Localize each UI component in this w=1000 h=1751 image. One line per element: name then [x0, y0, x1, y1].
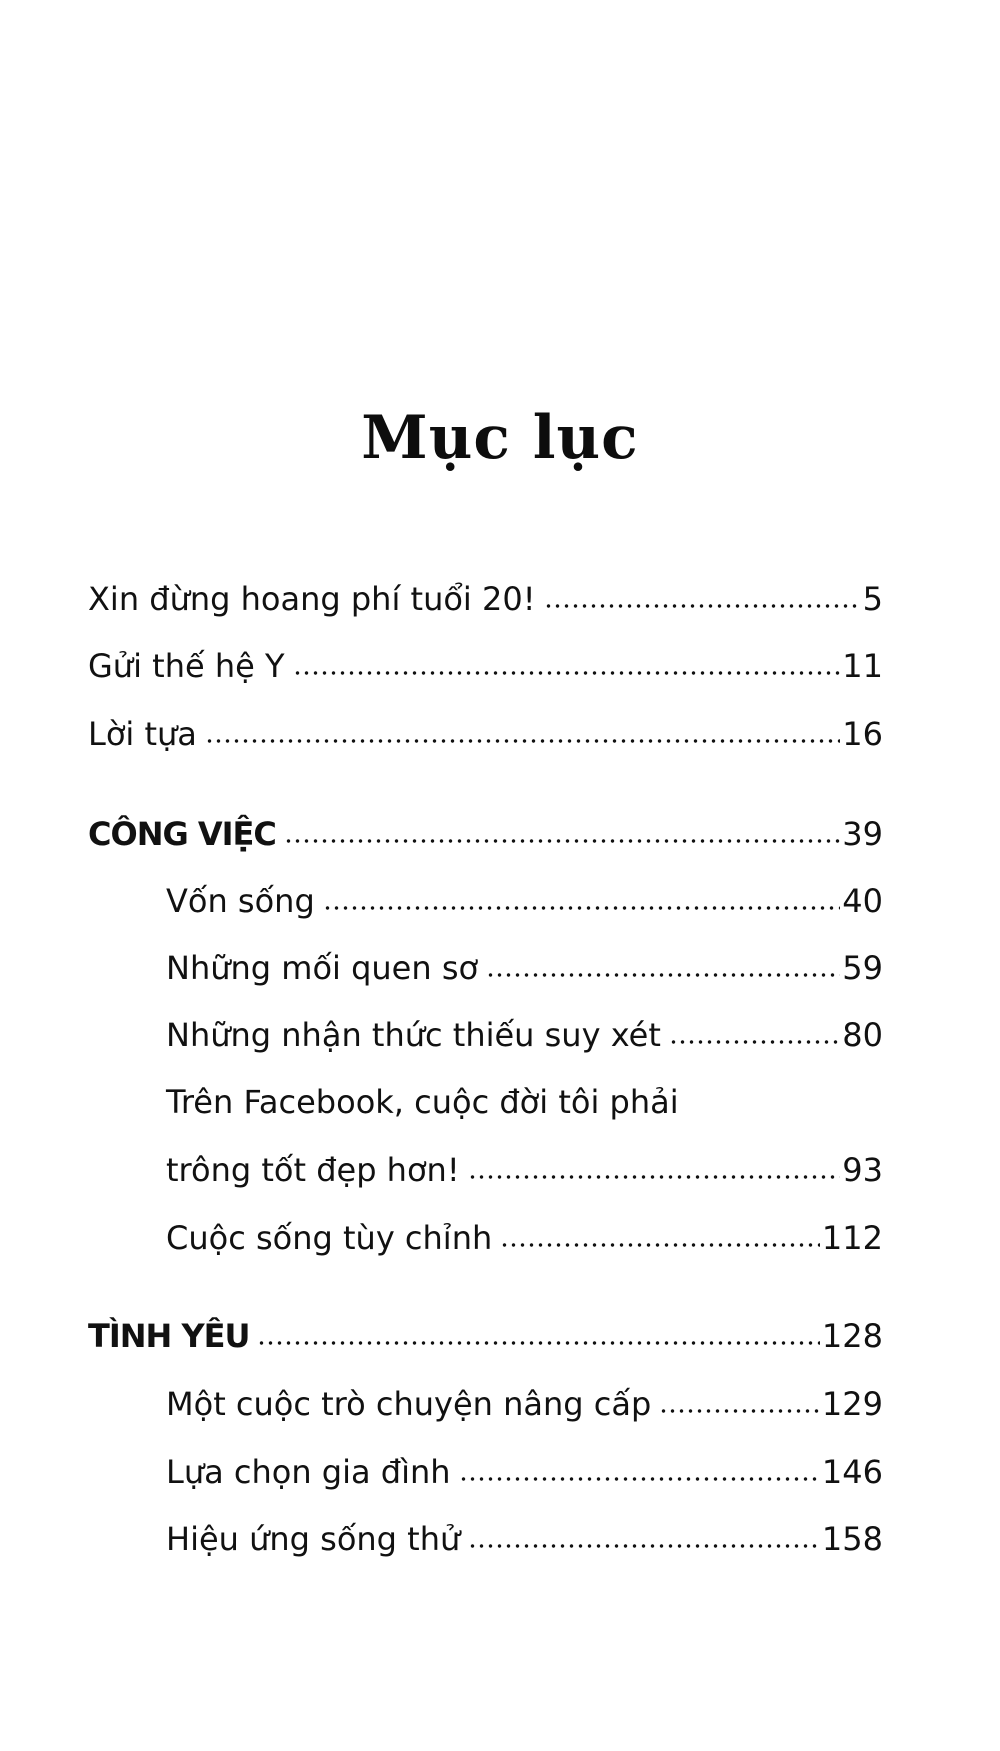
dot-leader [486, 970, 840, 980]
toc-subentry[interactable] [166, 1517, 883, 1561]
toc-entry-label: Gửi thế hệ Y [88, 647, 285, 685]
toc-subentry[interactable] [166, 1450, 883, 1494]
toc-entry-page: 5 [862, 580, 883, 618]
toc-entry-page: 40 [842, 882, 883, 920]
dot-leader [659, 1406, 820, 1416]
toc-entry-label: Xin đừng hoang phí tuổi 20! [88, 580, 536, 618]
dot-leader [205, 736, 840, 746]
toc-entry-page: 112 [821, 1219, 883, 1257]
toc-entry-page: 59 [842, 949, 883, 987]
dot-leader [468, 1541, 820, 1551]
toc-subentry[interactable] [166, 946, 883, 990]
toc-entry-label: Cuộc sống tùy chỉnh [166, 1219, 493, 1257]
toc-entry-page: 146 [821, 1453, 883, 1491]
toc-entry-page: 11 [842, 647, 883, 685]
toc-entry-label: Một cuộc trò chuyện nâng cấp [166, 1385, 652, 1423]
toc-entry-label: Những mối quen sơ [166, 949, 479, 987]
toc-entry-page: 80 [842, 1016, 883, 1054]
page-title: Mục lục [361, 403, 639, 473]
dot-leader [257, 1338, 819, 1348]
dot-leader [544, 601, 861, 611]
toc-entry-label: Vốn sống [166, 882, 315, 920]
toc-subentry[interactable] [166, 1216, 883, 1260]
toc-subentry[interactable] [166, 879, 883, 923]
toc-entry-label: Hiệu ứng sống thử [166, 1520, 461, 1558]
dot-leader [284, 836, 840, 846]
dot-leader [500, 1240, 820, 1250]
toc-subentry[interactable] [166, 1013, 883, 1057]
toc-entry-label: trông tốt đẹp hơn! [166, 1151, 460, 1189]
toc-entry-label: Những nhận thức thiếu suy xét [166, 1016, 661, 1054]
toc-entry[interactable] [88, 644, 883, 688]
toc-entry-page: 129 [821, 1385, 883, 1423]
dot-leader [293, 668, 841, 678]
toc-section-label: TÌNH YÊU [88, 1317, 250, 1355]
toc-entry-label-line1: Trên Facebook, cuộc đời tôi phải [166, 1083, 679, 1121]
toc-section-page: 39 [842, 815, 883, 853]
dot-leader [669, 1037, 840, 1047]
toc-entry-page: 93 [842, 1151, 883, 1189]
toc-entry-page: 158 [821, 1520, 883, 1558]
dot-leader [468, 1172, 841, 1182]
toc-section[interactable] [88, 1314, 883, 1358]
toc-entry[interactable] [88, 577, 883, 621]
toc-subentry[interactable] [166, 1148, 883, 1192]
toc-entry[interactable] [88, 712, 883, 756]
toc-subentry[interactable] [166, 1382, 883, 1426]
toc-section-page: 128 [821, 1317, 883, 1355]
dot-leader [323, 903, 841, 913]
dot-leader [459, 1474, 820, 1484]
toc-entry-page: 16 [842, 715, 883, 753]
toc-entry-label: Lời tựa [88, 715, 197, 753]
toc-section-label: CÔNG VIỆC [88, 815, 276, 853]
toc-section[interactable] [88, 812, 883, 856]
toc-entry-label: Lựa chọn gia đình [166, 1453, 451, 1491]
